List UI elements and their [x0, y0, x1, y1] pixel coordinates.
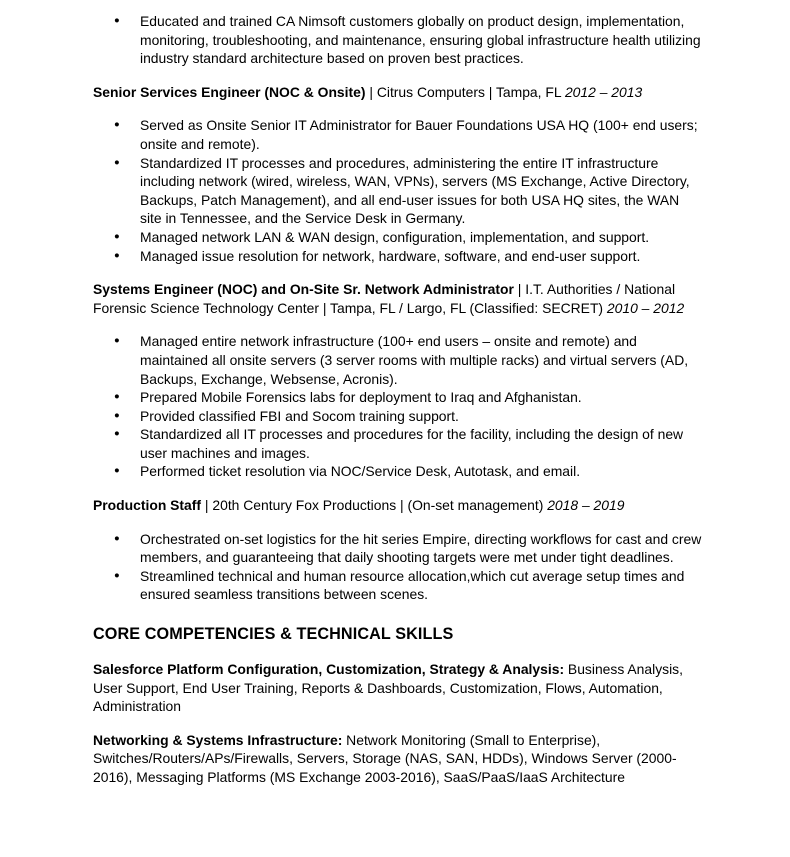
skill-text: Business Analysis, User Support, End User Training, Reports & Dashboards, Customization, Flows, Automation, Administration: [93, 661, 683, 715]
list-item: ● Managed network LAN & WAN design, configuration, implementation, and support.: [93, 228, 703, 247]
job-heading: [93, 280, 703, 317]
skill-block: [93, 731, 703, 787]
job-bullet-list: [93, 530, 703, 604]
job-title: Production Staff: [93, 497, 202, 514]
list-item: ● Standardized IT processes and procedures, administering the entire IT infrastructure including network (wired, wireless, WAN, VPNs), servers (MS Exchange, Active Directory, Backups, Patch Management), and all end-user issues for both USA HQ sites, the WAN site in Tennessee, and the Service Desk in Germany.: [93, 154, 703, 228]
skill-text: Network Monitoring (Small to Enterprise), Switches/Routers/APs/Firewalls, Servers, Storage (NAS, SAN, HDDs), Windows Server (2000-2016), Messaging Platforms (MS Exchange 2003-2016), SaaS/PaaS/IaaS Architecture: [93, 731, 677, 785]
job-dates: 2012 – 2013: [564, 83, 643, 100]
job-bullet-list: [93, 332, 703, 481]
job-heading: [93, 496, 703, 515]
list-item: ● Prepared Mobile Forensics labs for deployment to Iraq and Afghanistan.: [93, 388, 703, 407]
job-title: Senior Services Engineer (NOC & Onsite): [93, 83, 366, 100]
list-item: ● Standardized all IT processes and procedures for the facility, including the design of new user machines and images.: [93, 425, 703, 462]
job-details: | I.T. Authorities / National Forensic Science Technology Center | Tampa, FL / Largo, FL (Classified: SECRET): [93, 281, 676, 316]
job-title: Systems Engineer (NOC) and On-Site Sr. Network Administrator: [93, 281, 514, 298]
list-item: ● Streamlined technical and human resource allocation,which cut average setup times and ensured seamless transitions between scenes.: [93, 567, 703, 604]
list-item: ● Orchestrated on-set logistics for the hit series Empire, directing workflows for cast and crew members, and guaranteeing that daily shooting targets were met under tight deadlines.: [93, 530, 703, 567]
job-dates: 2018 – 2019: [547, 497, 625, 514]
job-dates: 2010 – 2012: [606, 299, 685, 316]
list-item: ● Managed entire network infrastructure (100+ end users – onsite and remote) and maintained all onsite servers (3 server rooms with multiple racks) and virtual servers (AD, Backups, Exchange, Websense, Acronis).: [93, 332, 703, 388]
job-details: | 20th Century Fox Productions | (On-set management): [201, 497, 548, 514]
list-item: ● Performed ticket resolution via NOC/Service Desk, Autotask, and email.: [93, 462, 703, 481]
list-item: ● Managed issue resolution for network, hardware, software, and end-user support.: [93, 247, 703, 266]
skill-block: [93, 660, 703, 716]
resume-page: [93, 12, 703, 787]
list-item: ● Provided classified FBI and Socom training support.: [93, 407, 703, 426]
section-title: CORE COMPETENCIES & TECHNICAL SKILLS: [93, 625, 454, 644]
skill-label: Salesforce Platform Configuration, Customization, Strategy & Analysis:: [93, 661, 565, 678]
job-details: | Citrus Computers | Tampa, FL: [365, 83, 565, 100]
top-bullet-list: [93, 12, 703, 68]
list-item: ● Educated and trained CA Nimsoft customers globally on product design, implementation, monitoring, troubleshooting, and maintenance, ensuring global infrastructure health utilizing industry standard architecture based on proven best practices.: [93, 12, 703, 68]
list-item: ● Served as Onsite Senior IT Administrator for Bauer Foundations USA HQ (100+ end users; onsite and remote).: [93, 116, 703, 153]
job-heading: [93, 83, 703, 102]
job-bullet-list: [93, 116, 703, 265]
skill-label: Networking & Systems Infrastructure:: [93, 731, 343, 748]
